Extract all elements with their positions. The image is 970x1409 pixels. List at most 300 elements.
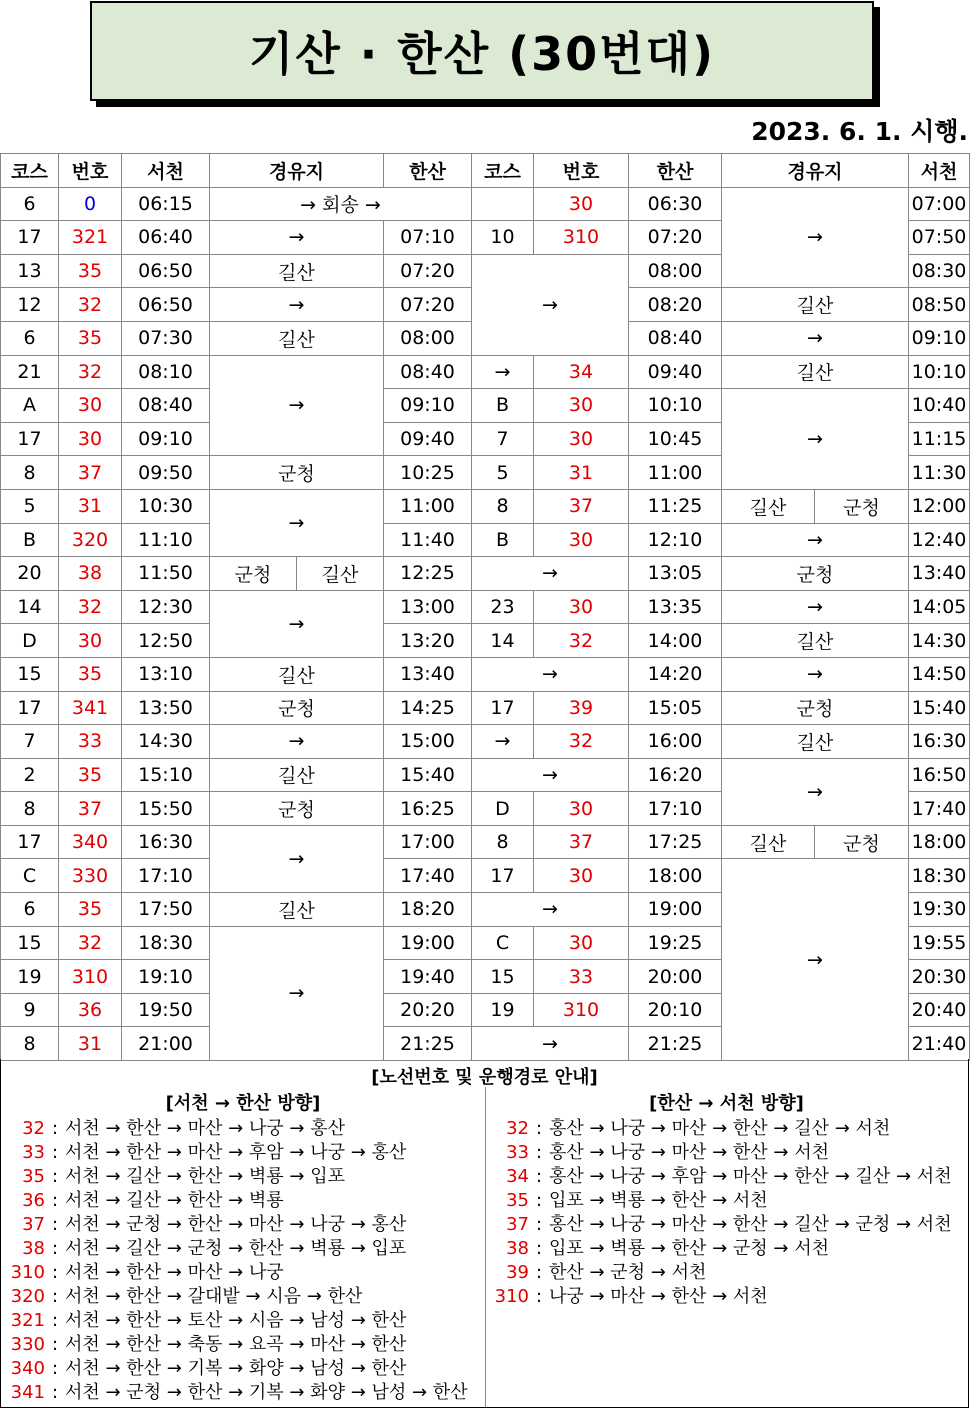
header-cell: 코스 (472, 154, 534, 188)
via-cell: 군청 (210, 691, 384, 725)
hansan-arrive-cell: 13:20 (384, 624, 472, 658)
seocheon-arrive-cell: 08:50 (909, 288, 970, 322)
seocheon-depart-cell: 09:10 (122, 422, 210, 456)
course-cell: 21 (1, 355, 59, 389)
course-cell: 20 (1, 557, 59, 591)
seocheon-depart-cell: 21:00 (122, 1027, 210, 1061)
seocheon-depart-cell: 08:10 (122, 355, 210, 389)
separator: : (51, 1166, 59, 1187)
course-cell: B (1, 523, 59, 557)
table-row (1, 557, 970, 591)
hansan-arrive-cell: 12:25 (384, 557, 472, 591)
route-line (489, 1165, 952, 1189)
seocheon-arrive-cell: 12:00 (909, 489, 970, 523)
via-cell: 군청 (210, 456, 384, 490)
route-number-cell: 310 (59, 960, 122, 994)
seocheon-depart-cell: 14:30 (122, 725, 210, 759)
route-path: 서천 → 길산 → 군청 → 한산 → 벽룡 → 입포 (65, 1238, 407, 1259)
table-row (1, 389, 970, 423)
route-path: 서천 → 한산 → 갈대밭 → 시음 → 한산 (65, 1286, 363, 1307)
route-line (3, 1381, 468, 1405)
via-arrow-cell: → (472, 893, 629, 927)
separator: : (51, 1286, 59, 1307)
seocheon-depart-cell: 19:10 (122, 960, 210, 994)
route-number-cell: 33 (59, 725, 122, 759)
header-cell: 한산 (384, 154, 472, 188)
course-cell: 15 (472, 960, 534, 994)
hansan-depart-cell: 17:10 (629, 792, 722, 826)
hansan-arrive-cell: 07:20 (384, 288, 472, 322)
route-guide (0, 1059, 969, 1408)
route-number-cell: 0 (59, 187, 122, 221)
separator: : (535, 1238, 543, 1259)
hansan-arrive-cell: 19:40 (384, 960, 472, 994)
table-row (1, 859, 970, 893)
via-cell: 길산 (722, 725, 909, 759)
route-line (489, 1285, 768, 1309)
seocheon-arrive-cell: 07:50 (909, 221, 970, 255)
seocheon-arrive-cell: 14:30 (909, 624, 970, 658)
separator: : (535, 1214, 543, 1235)
hansan-arrive-cell: 20:20 (384, 993, 472, 1027)
table-row (1, 657, 970, 691)
course-cell: A (1, 389, 59, 423)
hansan-depart-cell: 14:00 (629, 624, 722, 658)
route-number: 37 (22, 1214, 45, 1235)
via-cell: 길산 (722, 624, 909, 658)
course-cell: 5 (472, 456, 534, 490)
route-number-cell: 340 (59, 825, 122, 859)
route-number: 330 (10, 1334, 45, 1355)
table-row (1, 624, 970, 658)
via-cell: 군청 (815, 825, 909, 859)
route-path: 서천 → 길산 → 한산 → 벽룡 → 입포 (65, 1166, 345, 1187)
separator: : (535, 1190, 543, 1211)
header-cell: 코스 (1, 154, 59, 188)
route-number-cell: 31 (534, 456, 629, 490)
route-number-cell: 35 (59, 893, 122, 927)
hansan-arrive-cell: 13:00 (384, 590, 472, 624)
via-cell: → (210, 355, 384, 456)
route-path: 서천 → 한산 → 마산 → 나궁 (65, 1262, 284, 1283)
seocheon-arrive-cell: 16:50 (909, 758, 970, 792)
via-cell: → (722, 758, 909, 825)
seocheon-arrive-cell: 19:55 (909, 926, 970, 960)
course-cell: 8 (1, 1027, 59, 1061)
via-arrow-cell: → (472, 758, 629, 792)
route-line (3, 1213, 406, 1237)
route-path: 한산 → 군청 → 서천 (549, 1262, 707, 1283)
course-cell: 6 (1, 321, 59, 355)
route-line (3, 1309, 406, 1333)
seocheon-depart-cell: 17:10 (122, 859, 210, 893)
seocheon-depart-cell: 12:50 (122, 624, 210, 658)
hansan-depart-cell: 08:00 (629, 254, 722, 288)
route-number: 310 (10, 1262, 45, 1283)
route-line (3, 1165, 345, 1189)
table-header (1, 154, 970, 188)
route-number-cell: 34 (534, 355, 629, 389)
seocheon-arrive-cell: 20:30 (909, 960, 970, 994)
via-cell: → (722, 321, 909, 355)
route-path: 홍산 → 나궁 → 마산 → 한산 → 길산 → 군청 → 서천 (549, 1214, 952, 1235)
via-cell: → (210, 221, 384, 255)
route-number-cell: 38 (59, 557, 122, 591)
via-cell: → (722, 389, 909, 490)
hansan-arrive-cell: 10:25 (384, 456, 472, 490)
route-line (3, 1141, 406, 1165)
hansan-depart-cell: 19:00 (629, 893, 722, 927)
hansan-depart-cell: 08:40 (629, 321, 722, 355)
seocheon-arrive-cell: 16:30 (909, 725, 970, 759)
via-arrow-cell: → (472, 254, 629, 355)
via-cell: 길산 (722, 825, 815, 859)
seocheon-arrive-cell: 07:00 (909, 187, 970, 221)
seocheon-arrive-cell: 10:40 (909, 389, 970, 423)
route-number: 38 (506, 1238, 529, 1259)
route-number-cell: 30 (534, 523, 629, 557)
route-number-cell: 35 (59, 321, 122, 355)
table-row (1, 523, 970, 557)
route-path: 서천 → 한산 → 토산 → 시음 → 남성 → 한산 (65, 1310, 407, 1331)
route-number: 34 (506, 1166, 529, 1187)
course-cell: 6 (1, 893, 59, 927)
via-cell: 길산 (210, 321, 384, 355)
hansan-arrive-cell: 17:40 (384, 859, 472, 893)
hansan-depart-cell: 13:05 (629, 557, 722, 591)
via-cell: 군청 (210, 792, 384, 826)
hansan-arrive-cell: 13:40 (384, 657, 472, 691)
separator: : (51, 1142, 59, 1163)
separator: : (51, 1382, 59, 1403)
seocheon-arrive-cell: 18:30 (909, 859, 970, 893)
seocheon-arrive-cell: 09:10 (909, 321, 970, 355)
hansan-depart-cell: 18:00 (629, 859, 722, 893)
course-cell: B (472, 389, 534, 423)
separator: : (51, 1310, 59, 1331)
hansan-depart-cell: 20:00 (629, 960, 722, 994)
seocheon-arrive-cell: 19:30 (909, 893, 970, 927)
table-row (1, 825, 970, 859)
course-cell: 8 (1, 792, 59, 826)
route-path: 서천 → 군청 → 한산 → 기복 → 화양 → 남성 → 한산 (65, 1382, 468, 1403)
hansan-depart-cell: 12:10 (629, 523, 722, 557)
seocheon-depart-cell: 06:50 (122, 254, 210, 288)
via-cell: 군청 (210, 557, 297, 591)
separator: : (535, 1286, 543, 1307)
hansan-arrive-cell: 15:00 (384, 725, 472, 759)
route-path: 서천 → 한산 → 축동 → 요곡 → 마산 → 한산 (65, 1334, 407, 1355)
via-cell: → (210, 489, 384, 556)
hansan-arrive-cell: 07:10 (384, 221, 472, 255)
route-number-cell: 30 (534, 926, 629, 960)
course-cell: 17 (1, 825, 59, 859)
hansan-arrive-cell: 09:40 (384, 422, 472, 456)
via-cell: 길산 (210, 893, 384, 927)
via-cell: 길산 (722, 489, 815, 523)
hansan-depart-cell: 11:00 (629, 456, 722, 490)
route-number: 32 (22, 1118, 45, 1139)
course-cell: 14 (472, 624, 534, 658)
seocheon-depart-cell: 11:50 (122, 557, 210, 591)
seocheon-depart-cell: 10:30 (122, 489, 210, 523)
route-guide-title: [노선번호 및 운행경로 안내] (371, 1067, 598, 1088)
via-cell: 길산 (210, 254, 384, 288)
course-cell: 17 (1, 422, 59, 456)
hansan-arrive-cell: 07:20 (384, 254, 472, 288)
seocheon-depart-cell: 17:50 (122, 893, 210, 927)
route-number-cell: 32 (59, 926, 122, 960)
course-cell: C (472, 926, 534, 960)
course-cell: 10 (472, 221, 534, 255)
via-cell: 길산 (210, 657, 384, 691)
right-direction-title: [한산 → 서천 방향] (649, 1093, 804, 1114)
hansan-depart-cell: 09:40 (629, 355, 722, 389)
course-cell: 19 (472, 993, 534, 1027)
route-number-cell: 32 (534, 725, 629, 759)
seocheon-arrive-cell: 21:40 (909, 1027, 970, 1061)
route-number: 35 (506, 1190, 529, 1211)
seocheon-arrive-cell: 12:40 (909, 523, 970, 557)
route-number-cell: 37 (59, 792, 122, 826)
route-path: 서천 → 길산 → 한산 → 벽룡 (65, 1190, 284, 1211)
seocheon-depart-cell: 13:50 (122, 691, 210, 725)
route-path: 홍산 → 나궁 → 후암 → 마산 → 한산 → 길산 → 서천 (549, 1166, 952, 1187)
route-number: 35 (22, 1166, 45, 1187)
table-row (1, 489, 970, 523)
via-arrow-cell: → (472, 1027, 629, 1061)
route-number: 38 (22, 1238, 45, 1259)
separator: : (51, 1214, 59, 1235)
route-number-cell: 341 (59, 691, 122, 725)
route-line (3, 1237, 406, 1261)
via-cell: → (722, 859, 909, 1061)
seocheon-depart-cell: 08:40 (122, 389, 210, 423)
seocheon-depart-cell: 13:10 (122, 657, 210, 691)
course-cell: 14 (1, 590, 59, 624)
route-number-cell: 310 (534, 993, 629, 1027)
hansan-depart-cell: 20:10 (629, 993, 722, 1027)
course-cell: 2 (1, 758, 59, 792)
route-number: 32 (506, 1118, 529, 1139)
hansan-depart-cell: 07:20 (629, 221, 722, 255)
header-cell: 번호 (59, 154, 122, 188)
route-number-cell: 30 (534, 590, 629, 624)
via-cell: → (722, 187, 909, 288)
route-number-cell: 30 (534, 859, 629, 893)
table-row (1, 691, 970, 725)
seocheon-depart-cell: 07:30 (122, 321, 210, 355)
via-cell: 길산 (722, 288, 909, 322)
course-cell: C (1, 859, 59, 893)
hansan-arrive-cell: 08:00 (384, 321, 472, 355)
seocheon-arrive-cell: 08:30 (909, 254, 970, 288)
route-number-cell: 32 (59, 288, 122, 322)
route-line (3, 1261, 284, 1285)
left-direction-title: [서천 → 한산 방향] (165, 1093, 321, 1114)
via-cell: 길산 (297, 557, 384, 591)
course-cell: 17 (472, 859, 534, 893)
route-number-cell: 32 (59, 590, 122, 624)
hansan-arrive-cell: 08:40 (384, 355, 472, 389)
separator: : (535, 1118, 543, 1139)
seocheon-depart-cell: 12:30 (122, 590, 210, 624)
course-cell: 17 (1, 221, 59, 255)
seocheon-depart-cell: 11:10 (122, 523, 210, 557)
hansan-depart-cell: 16:00 (629, 725, 722, 759)
via-cell: 군청 (722, 691, 909, 725)
route-number-cell: 30 (59, 624, 122, 658)
header-cell: 한산 (629, 154, 722, 188)
route-number: 33 (22, 1142, 45, 1163)
effective-date: 2023. 6. 1. 시행. (751, 117, 968, 146)
hansan-arrive-cell: 14:25 (384, 691, 472, 725)
hansan-depart-cell: 14:20 (629, 657, 722, 691)
route-number: 36 (22, 1190, 45, 1211)
via-cell: → (210, 288, 384, 322)
route-path: 서천 → 한산 → 기복 → 화양 → 남성 → 한산 (65, 1358, 407, 1379)
deadhead-cell: → 회송 → (210, 187, 472, 221)
course-cell: D (1, 624, 59, 658)
seocheon-arrive-cell: 10:10 (909, 355, 970, 389)
via-cell: → (722, 657, 909, 691)
separator: : (535, 1142, 543, 1163)
seocheon-arrive-cell: 14:50 (909, 657, 970, 691)
separator: : (51, 1334, 59, 1355)
route-number-cell: 30 (59, 422, 122, 456)
page-title: 기산 · 한산 (30번대) (248, 27, 716, 81)
hansan-depart-cell: 08:20 (629, 288, 722, 322)
via-arrow-cell: → (472, 657, 629, 691)
via-arrow-cell: → (472, 557, 629, 591)
route-path: 나궁 → 마산 → 한산 → 서천 (549, 1286, 768, 1307)
hansan-depart-cell: 13:35 (629, 590, 722, 624)
header-cell: 서천 (909, 154, 970, 188)
separator: : (51, 1238, 59, 1259)
hansan-depart-cell: 17:25 (629, 825, 722, 859)
route-path: 홍산 → 나궁 → 마산 → 한산 → 길산 → 서천 (549, 1118, 891, 1139)
course-cell: 23 (472, 590, 534, 624)
separator: : (51, 1358, 59, 1379)
hansan-depart-cell: 10:45 (629, 422, 722, 456)
course-cell: → (472, 725, 534, 759)
separator: : (51, 1190, 59, 1211)
hansan-depart-cell: 21:25 (629, 1027, 722, 1061)
route-path: 입포 → 벽룡 → 한산 → 군청 → 서천 (549, 1238, 829, 1259)
via-cell: 길산 (722, 355, 909, 389)
via-cell: 군청 (815, 489, 909, 523)
route-number: 39 (506, 1262, 529, 1283)
route-line (3, 1189, 284, 1213)
route-number-cell: 39 (534, 691, 629, 725)
hansan-depart-cell: 10:10 (629, 389, 722, 423)
route-number-cell: 37 (59, 456, 122, 490)
hansan-arrive-cell: 19:00 (384, 926, 472, 960)
header-cell: 서천 (122, 154, 210, 188)
hansan-depart-cell: 19:25 (629, 926, 722, 960)
route-number: 340 (10, 1358, 45, 1379)
via-cell: → (210, 590, 384, 657)
route-number: 310 (494, 1286, 529, 1307)
course-cell: 9 (1, 993, 59, 1027)
course-cell: 5 (1, 489, 59, 523)
hansan-arrive-cell: 18:20 (384, 893, 472, 927)
seocheon-arrive-cell: 18:00 (909, 825, 970, 859)
seocheon-depart-cell: 06:40 (122, 221, 210, 255)
route-number-cell: 37 (534, 825, 629, 859)
divider (485, 1087, 486, 1407)
timetable (0, 153, 970, 1061)
course-cell: D (472, 792, 534, 826)
route-number-cell: 33 (534, 960, 629, 994)
course-cell: B (472, 523, 534, 557)
course-cell: 19 (1, 960, 59, 994)
title-banner (90, 1, 874, 101)
course-cell (472, 187, 534, 221)
route-number-cell: 35 (59, 758, 122, 792)
course-cell: 6 (1, 187, 59, 221)
via-cell: → (210, 725, 384, 759)
course-cell: 8 (1, 456, 59, 490)
seocheon-arrive-cell: 17:40 (909, 792, 970, 826)
hansan-arrive-cell: 17:00 (384, 825, 472, 859)
seocheon-depart-cell: 06:50 (122, 288, 210, 322)
via-cell: → (722, 523, 909, 557)
route-number-cell: 36 (59, 993, 122, 1027)
route-path: 서천 → 한산 → 마산 → 후암 → 나궁 → 홍산 (65, 1142, 407, 1163)
table-row (1, 590, 970, 624)
seocheon-depart-cell: 15:10 (122, 758, 210, 792)
route-number: 37 (506, 1214, 529, 1235)
route-number-cell: 30 (534, 792, 629, 826)
seocheon-arrive-cell: 11:15 (909, 422, 970, 456)
via-cell: → (722, 590, 909, 624)
route-line (3, 1357, 406, 1381)
seocheon-depart-cell: 16:30 (122, 825, 210, 859)
route-number-cell: 30 (59, 389, 122, 423)
course-cell: 8 (472, 489, 534, 523)
hansan-arrive-cell: 09:10 (384, 389, 472, 423)
route-number-cell: 30 (534, 187, 629, 221)
route-line (3, 1333, 406, 1357)
route-line (489, 1237, 829, 1261)
separator: : (51, 1118, 59, 1139)
via-cell: → (210, 926, 384, 1060)
seocheon-depart-cell: 06:15 (122, 187, 210, 221)
course-cell: 12 (1, 288, 59, 322)
route-number-cell: 31 (59, 489, 122, 523)
separator: : (51, 1262, 59, 1283)
course-cell: 17 (472, 691, 534, 725)
route-number-cell: 30 (534, 422, 629, 456)
seocheon-depart-cell: 09:50 (122, 456, 210, 490)
hansan-arrive-cell: 15:40 (384, 758, 472, 792)
via-cell: 길산 (210, 758, 384, 792)
via-cell: → (210, 825, 384, 892)
route-number: 320 (10, 1286, 45, 1307)
route-number: 33 (506, 1142, 529, 1163)
header-cell: 번호 (534, 154, 629, 188)
table-row (1, 355, 970, 389)
seocheon-depart-cell: 19:50 (122, 993, 210, 1027)
route-line (489, 1189, 768, 1213)
hansan-arrive-cell: 21:25 (384, 1027, 472, 1061)
separator: : (535, 1166, 543, 1187)
course-cell: 13 (1, 254, 59, 288)
route-number-cell: 31 (59, 1027, 122, 1061)
via-cell: 군청 (722, 557, 909, 591)
route-path: 서천 → 군청 → 한산 → 마산 → 나궁 → 홍산 (65, 1214, 407, 1235)
